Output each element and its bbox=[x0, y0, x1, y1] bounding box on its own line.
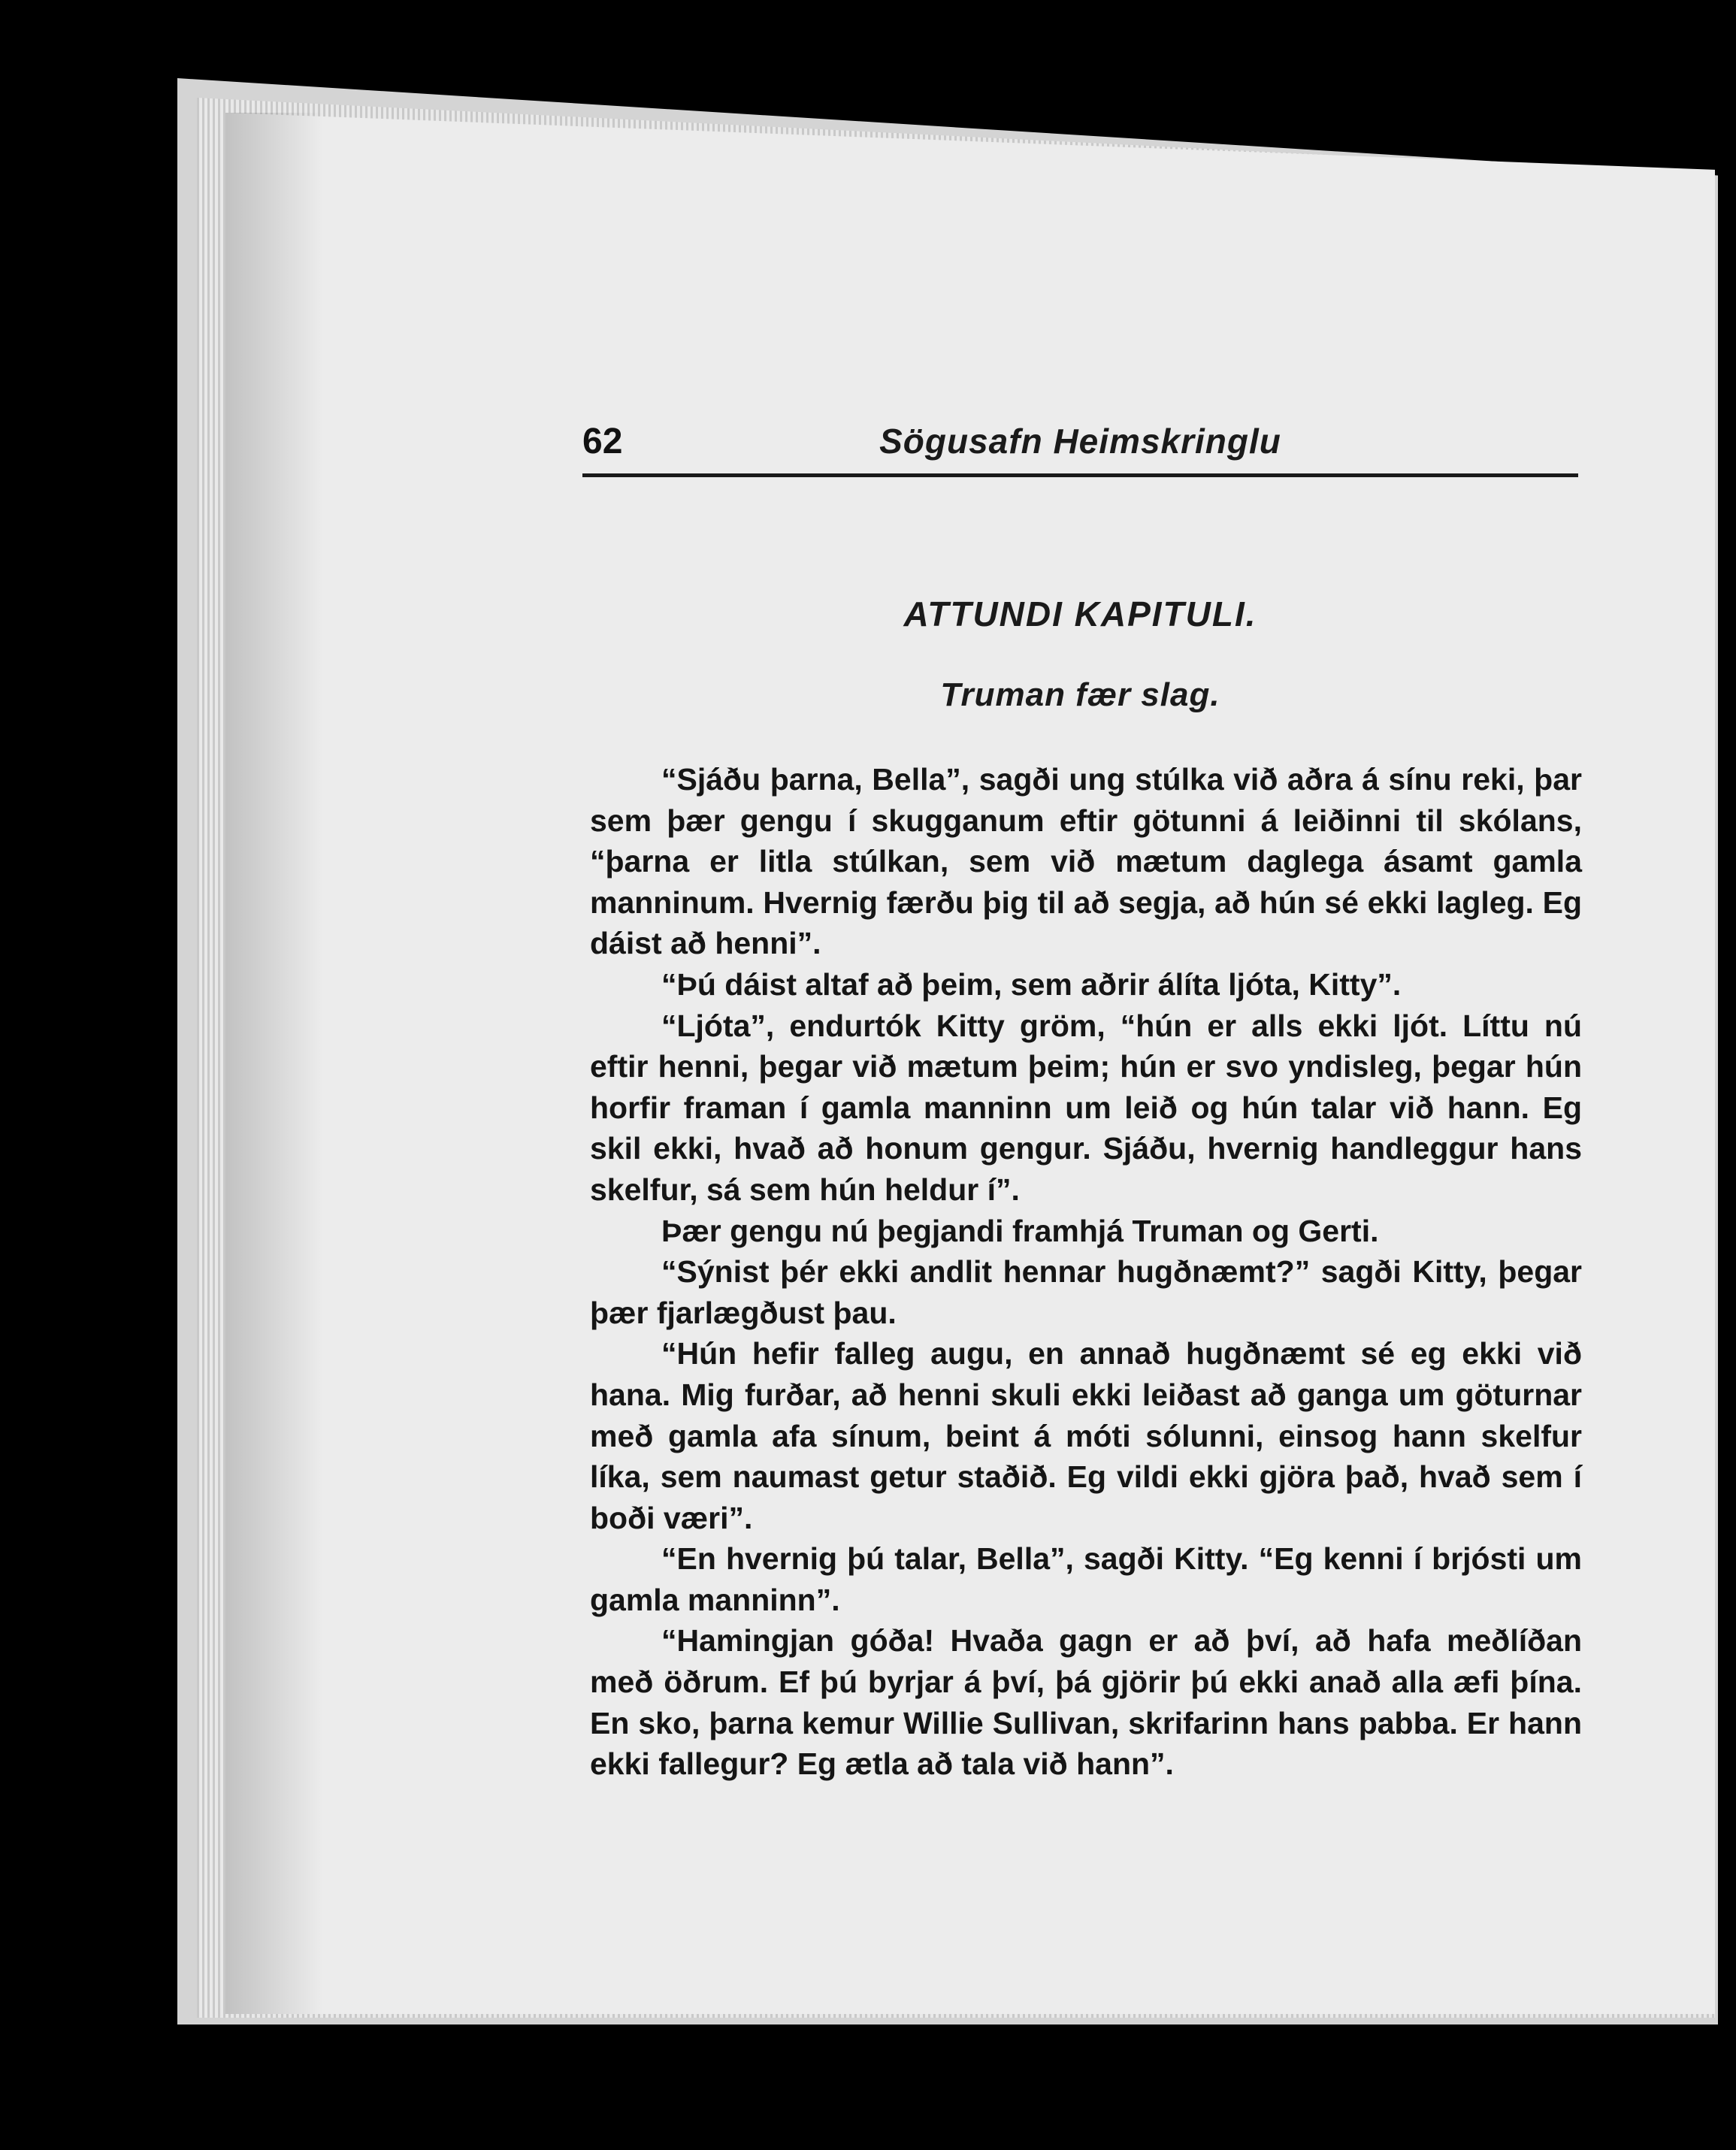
chapter-subtitle: Truman fær slag. bbox=[940, 676, 1220, 713]
chapter-title: ATTUNDI KAPITULI. bbox=[903, 594, 1257, 634]
paragraph: “Sýnist þér ekki andlit hennar hugðnæmt?” sagði Kitty, þegar þær fjarlægðust þau. bbox=[590, 1254, 1582, 1330]
page-number: 62 bbox=[582, 422, 623, 461]
body-text bbox=[590, 759, 1582, 1785]
running-header bbox=[582, 421, 1578, 466]
header-rule bbox=[582, 473, 1578, 477]
paragraph: “Hamingjan góða! Hvaða gagn er að því, að hafa meðlíðan með öðrum. Ef þú byrjar á því, þá gjörir þú ekki anað alla æfi þína. En sko, þarna kemur Willie Sullivan, skrifarinn hans pabba. Er hann ekki fallegur? Eg ætla að tala við hann”. bbox=[590, 1623, 1582, 1782]
running-title: Sögusafn Heimskringlu bbox=[879, 422, 1281, 461]
paragraph: “En hvernig þú talar, Bella”, sagði Kitty. “Eg kenni í brjósti um gamla manninn”. bbox=[590, 1541, 1582, 1617]
scan-background bbox=[0, 0, 177, 2150]
paragraph: “Hún hefir falleg augu, en annað hugðnæmt sé eg ekki við hana. Mig furðar, að henni skuli ekki leiðast að ganga um göturnar með gamla afa sínum, beint á móti sólunni, einsog hann skelfur líka, sem naumast getur staðið. Eg vildi ekki gjöra það, hvað sem í boði væri”. bbox=[590, 1336, 1582, 1535]
paragraph: “Ljóta”, endurtók Kitty gröm, “hún er alls ekki ljót. Líttu nú eftir henni, þegar við mætum þeim; hún er svo yndisleg, þegar hún horfir framan í gamla manninn um leið og hún talar við hann. Eg skil ekki, hvað að honum gengur. Sjáðu, hvernig handleggur hans skelfur, sá sem hún heldur í”. bbox=[590, 1008, 1582, 1207]
paragraph: Þær gengu nú þegjandi framhjá Truman og Gerti. bbox=[661, 1213, 1379, 1248]
page-gutter-shadow bbox=[225, 113, 323, 2014]
paragraph: “Þú dáist altaf að þeim, sem aðrir álíta ljóta, Kitty”. bbox=[661, 966, 1402, 1002]
paragraph: “Sjáðu þarna, Bella”, sagði ung stúlka við aðra á sínu reki, þar sem þær gengu í skugganum eftir götunni á leiðinni til skólans, “þarna er litla stúlkan, sem við mætum daglega ásamt gamla manninum. Hvernig færðu þig til að segja, að hún sé ekki lagleg. Eg dáist að henni”. bbox=[590, 762, 1582, 961]
